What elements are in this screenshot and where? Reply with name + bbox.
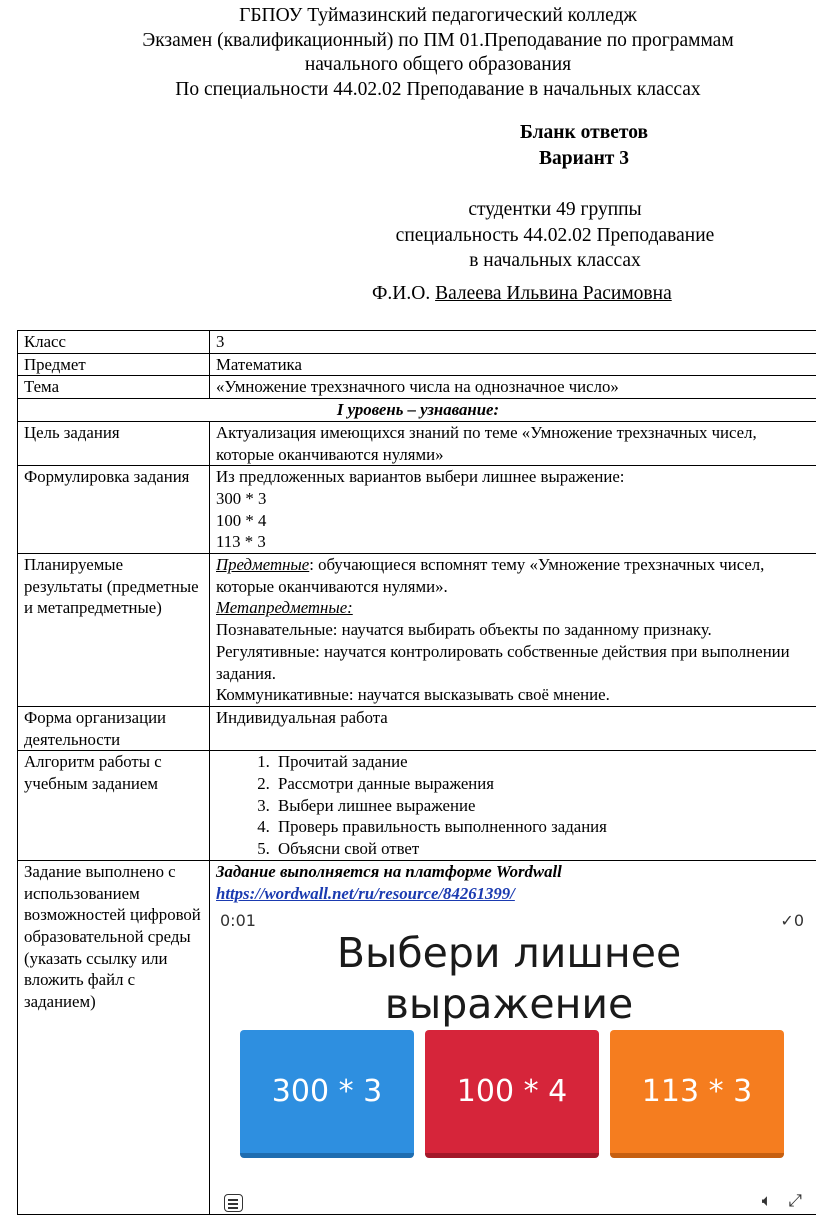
- algorithm-steps: [216, 751, 812, 860]
- prompt-line-2: выражение: [384, 980, 634, 1029]
- list-item: 1. Прочитай задание: [274, 751, 812, 773]
- topic-label: Тема: [18, 376, 210, 399]
- formulation-label: Формулировка задания: [18, 466, 210, 554]
- expression-2: 100 * 4: [216, 510, 267, 530]
- wordwall-link[interactable]: https://wordwall.net/ru/resource/84261399/: [216, 883, 515, 903]
- expression-1: 300 * 3: [216, 488, 267, 508]
- results-communicative: Коммуникативные: научатся высказывать своё мнение.: [216, 685, 610, 705]
- formulation-intro: Из предложенных вариантов выбери лишнее выражение:: [216, 467, 625, 487]
- score-counter: ✓0: [780, 911, 804, 931]
- table-row: [18, 751, 816, 861]
- table-row: [18, 421, 816, 465]
- results-subject-label: Предметные: [216, 555, 310, 575]
- student-info: [340, 197, 770, 274]
- goal-value: Актуализация имеющихся знаний по теме «Умножение трехзначных чисел, которые оканчиваются нулями»: [210, 421, 816, 465]
- student-specialty: специальность 44.02.02 Преподавание: [395, 224, 715, 246]
- menu-icon[interactable]: [224, 1194, 243, 1212]
- class-label: Класс: [18, 331, 210, 354]
- results-subject-text: : обучающиеся вспомнят тему «Умножение трехзначных чисел, которые оканчиваются нулями».: [216, 555, 765, 596]
- goal-label: Цель задания: [18, 421, 210, 465]
- platform-note: Задание выполняется на платформе Wordwall: [216, 861, 562, 881]
- student-specialty-cont: в начальных классах: [469, 250, 641, 271]
- student-fio: [372, 281, 672, 306]
- level-heading: I уровень – узнавание:: [18, 399, 816, 422]
- exam-title-cont: начального общего образования: [304, 54, 572, 75]
- results-regulatory: Регулятивные: научатся контролировать собственные действия при выполнении задания.: [216, 641, 790, 683]
- list-item: 4. Проверь правильность выполненного задания: [274, 816, 812, 838]
- algorithm-label: Алгоритм работы с учебным заданием: [18, 751, 210, 861]
- table-row: [18, 554, 816, 707]
- form-label: Форма организации деятельности: [18, 706, 210, 750]
- table-row: [18, 399, 816, 422]
- answer-sheet-title: [453, 120, 715, 172]
- table-row: [18, 466, 816, 554]
- specialty-line: По специальности 44.02.02 Преподавание в начальных классах: [175, 78, 701, 100]
- timer: 0:01: [220, 911, 256, 931]
- topic-value: «Умножение трехзначного числа на однозначное число»: [210, 376, 816, 399]
- results-cell: [210, 554, 816, 707]
- algorithm-cell: [210, 751, 816, 861]
- formulation-cell: [210, 466, 816, 554]
- form-value: Индивидуальная работа: [210, 706, 816, 750]
- fio-name: Валеева Ильвина Расимовна: [435, 283, 672, 304]
- table-row: [18, 331, 816, 354]
- list-item: 3. Выбери лишнее выражение: [274, 795, 812, 817]
- fio-label: Ф.И.О.: [372, 283, 436, 304]
- results-meta-label: Метапредметные:: [216, 598, 353, 618]
- results-subject: [216, 554, 812, 597]
- subject-label: Предмет: [18, 353, 210, 376]
- list-item: 2. Рассмотри данные выражения: [274, 773, 812, 795]
- answer-option-1[interactable]: 300 * 3: [240, 1030, 414, 1158]
- college-name: ГБПОУ Туймазинский педагогический колледж: [239, 5, 637, 26]
- task-table: [17, 330, 816, 1215]
- exam-title: Экзамен (квалификационный) по ПМ 01.Преподавание по программам: [142, 29, 734, 51]
- speaker-icon[interactable]: 🔈︎: [761, 1190, 772, 1211]
- document-header: [0, 4, 816, 102]
- results-label: Планируемые результаты (предметные и метапредметные): [18, 554, 210, 707]
- digital-label: Задание выполнено с использованием возможностей цифровой образовательной среды (указать ссылку или вложить файл с заданием): [18, 860, 210, 1214]
- list-item: 5. Объясни свой ответ: [274, 838, 812, 860]
- wordwall-screenshot: [210, 906, 808, 1214]
- table-row: [18, 860, 816, 1214]
- student-group: студентки 49 группы: [468, 199, 642, 220]
- quiz-prompt: [210, 928, 808, 1030]
- prompt-line-1: Выбери лишнее: [336, 929, 682, 978]
- digital-cell: [210, 860, 816, 1214]
- fullscreen-icon[interactable]: ⤢: [788, 1190, 802, 1211]
- results-cognitive: Познавательные: научатся выбирать объекты по заданному признаку.: [216, 620, 712, 640]
- table-row: [18, 353, 816, 376]
- subject-value: Математика: [210, 353, 816, 376]
- expression-3: 113 * 3: [216, 532, 266, 552]
- table-row: [18, 706, 816, 750]
- variant-title: Вариант 3: [538, 148, 630, 169]
- answer-option-3[interactable]: 113 * 3: [610, 1030, 784, 1158]
- blank-title: Бланк ответов: [519, 122, 649, 143]
- class-value: 3: [210, 331, 816, 354]
- table-row: [18, 376, 816, 399]
- answer-option-2[interactable]: 100 * 4: [425, 1030, 599, 1158]
